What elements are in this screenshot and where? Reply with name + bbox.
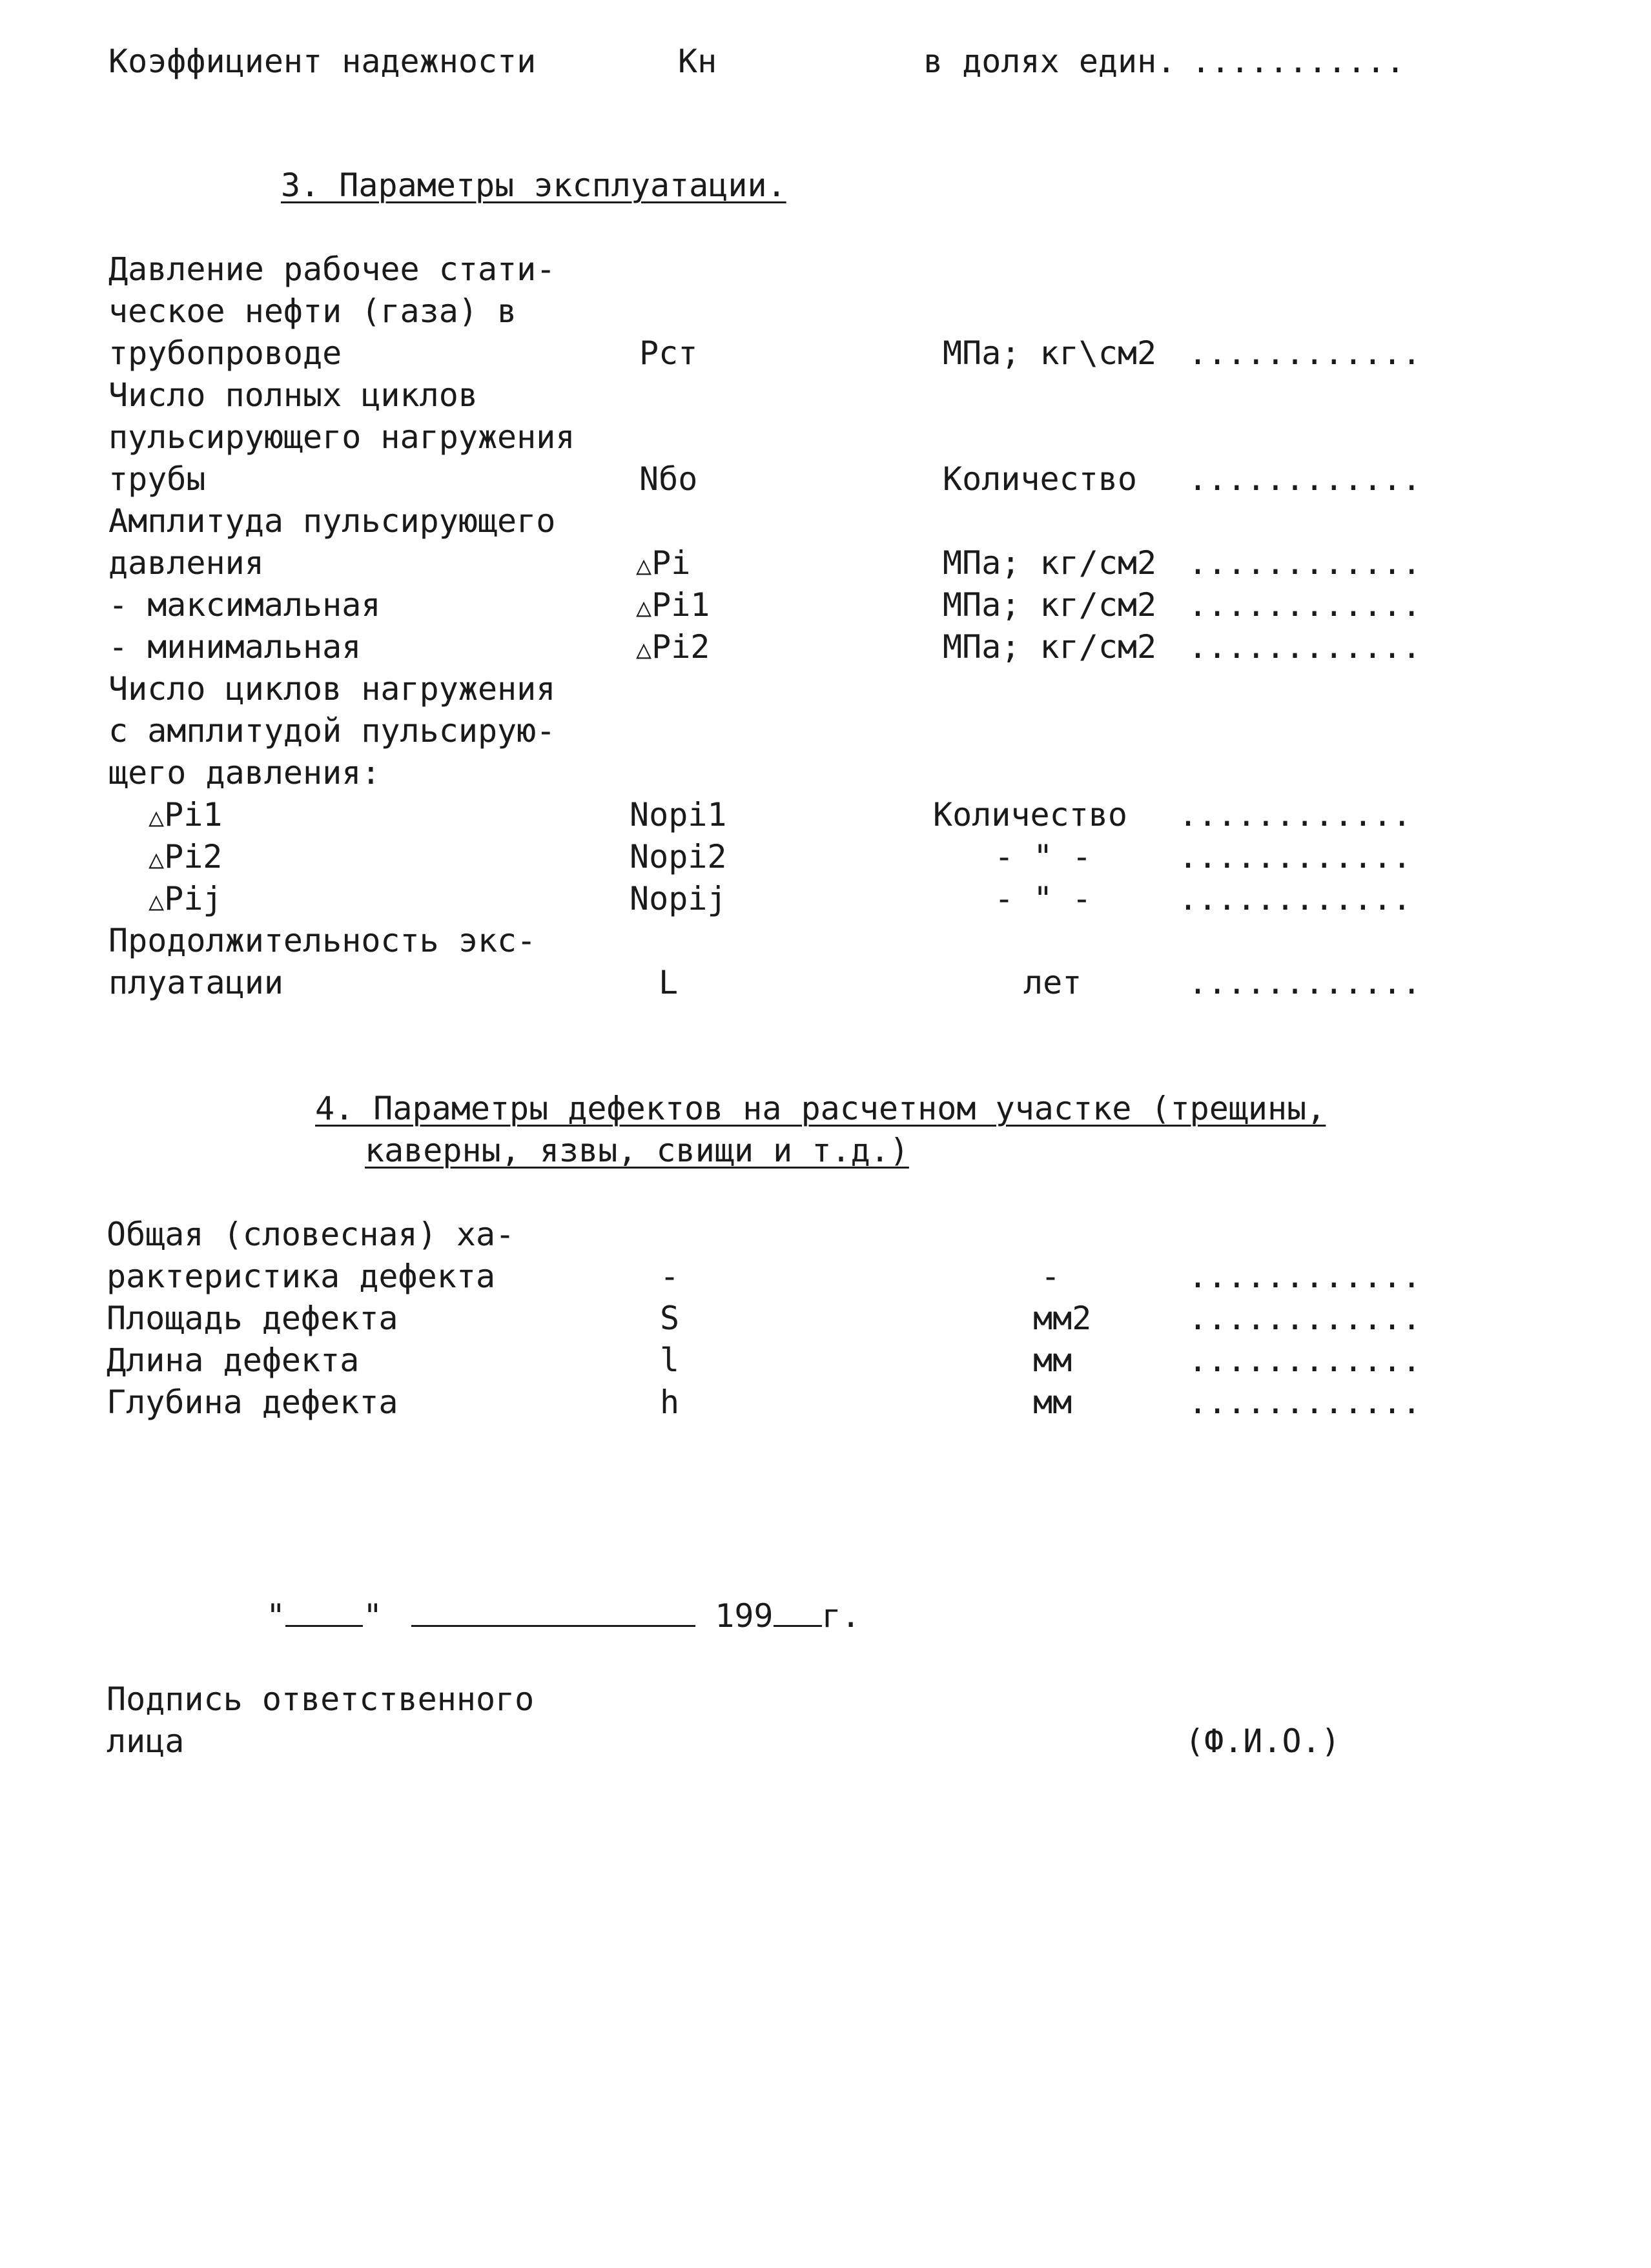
amplitude-unit: МПа; кг/см2: [943, 544, 1157, 582]
full-cycles-dots: ............: [1188, 460, 1422, 498]
quote-close: ": [363, 1597, 383, 1635]
defect-depth-symbol: h: [660, 1384, 680, 1421]
cycles-label-line-3: щего давления:: [108, 754, 381, 792]
pressure-unit: МПа; кг\см2: [943, 334, 1157, 372]
cycles-label-line-2: с амплитудой пульсирую-: [108, 712, 556, 750]
defect-length-symbol: l: [660, 1342, 680, 1379]
defect-description-unit: -: [1041, 1258, 1061, 1295]
cycles-pi1-label: △Pi1: [149, 796, 223, 833]
cycles-pi1-unit: Количество: [933, 796, 1128, 833]
day-blank[interactable]: [285, 1625, 363, 1627]
full-cycles-label-line-3: трубы: [108, 460, 206, 498]
full-name-placeholder: (Ф.И.О.): [1185, 1722, 1340, 1760]
amplitude-symbol: △Pi: [636, 544, 691, 582]
duration-label-line-2: плуатации: [108, 964, 283, 1001]
defect-description-label-line-1: Общая (словесная) ха-: [107, 1216, 515, 1253]
cycles-pij-label: △Pij: [149, 880, 223, 917]
cycles-pi2-symbol: Nорi2: [630, 838, 727, 875]
min-symbol: △Pi2: [636, 628, 710, 666]
cycles-pi1-dots: ............: [1178, 796, 1412, 833]
pressure-label-line-3: трубопроводе: [108, 334, 342, 372]
defect-area-dots: ............: [1188, 1300, 1422, 1337]
max-unit: МПа; кг/см2: [943, 586, 1157, 624]
pressure-symbol: Рст: [639, 334, 698, 372]
amplitude-dots: ............: [1188, 544, 1422, 582]
signature-label-line-2: лица: [107, 1722, 185, 1760]
cycles-pi2-label: △Pi2: [149, 838, 223, 875]
section-4-title-line-1: 4. Параметры дефектов на расчетном участке (трещины,: [315, 1090, 1326, 1127]
full-cycles-unit: Количество: [943, 460, 1138, 498]
defect-description-label-line-2: рактеристика дефекта: [107, 1258, 496, 1295]
defect-length-dots: ............: [1188, 1342, 1422, 1379]
duration-label-line-1: Продолжительность экс-: [108, 922, 537, 959]
min-dots: ............: [1188, 628, 1422, 666]
year-blank[interactable]: [774, 1625, 822, 1627]
duration-dots: ............: [1188, 964, 1422, 1001]
cycles-pi2-dots: ............: [1178, 838, 1412, 875]
reliability-coefficient-dots: ...........: [1191, 43, 1406, 80]
pressure-label-line-2: ческое нефти (газа) в: [108, 292, 517, 330]
delta-icon: △: [636, 593, 652, 622]
full-cycles-label-line-2: пульсирующего нагружения: [108, 418, 575, 456]
defect-depth-label: Глубина дефекта: [107, 1384, 398, 1421]
reliability-coefficient-symbol: Кн: [678, 43, 717, 80]
full-cycles-symbol: Nбо: [639, 460, 698, 498]
defect-area-unit: мм2: [1033, 1300, 1092, 1337]
delta-icon: △: [149, 886, 165, 916]
defect-area-symbol: S: [660, 1300, 680, 1337]
pressure-label-line-1: Давление рабочее стати-: [108, 250, 556, 288]
defect-depth-unit: мм: [1033, 1384, 1072, 1421]
year-prefix: 199: [715, 1597, 774, 1635]
cycles-pi2-unit: - " -: [994, 838, 1092, 875]
cycles-pi1-symbol: Nорi1: [630, 796, 727, 833]
cycles-pij-symbol: Nорij: [630, 880, 727, 917]
duration-symbol: L: [659, 964, 679, 1001]
min-unit: МПа; кг/см2: [943, 628, 1157, 666]
signature-label-line-1: Подпись ответственного: [107, 1681, 535, 1718]
max-symbol: △Pi1: [636, 586, 710, 624]
defect-depth-dots: ............: [1188, 1384, 1422, 1421]
delta-icon: △: [149, 844, 165, 874]
year-suffix: г.: [821, 1597, 861, 1635]
quote-open: ": [266, 1597, 286, 1635]
defect-area-label: Площадь дефекта: [107, 1300, 398, 1337]
delta-icon: △: [149, 802, 165, 832]
max-dots: ............: [1188, 586, 1422, 624]
reliability-coefficient-unit: в долях един.: [923, 43, 1176, 80]
full-cycles-label-line-1: Число полных циклов: [108, 376, 478, 414]
defect-length-unit: мм: [1033, 1342, 1072, 1379]
cycles-label-line-1: Число циклов нагружения: [108, 670, 556, 708]
delta-icon: △: [636, 635, 652, 664]
section-3-title: 3. Параметры эксплуатации.: [281, 167, 786, 204]
defect-description-symbol: -: [660, 1258, 680, 1295]
amplitude-label-line-2: давления: [108, 544, 264, 582]
duration-unit: лет: [1023, 964, 1082, 1001]
reliability-coefficient-label: Коэффициент надежности: [108, 43, 537, 80]
amplitude-label-line-1: Амплитуда пульсирующего: [108, 502, 556, 540]
month-blank[interactable]: [411, 1625, 695, 1627]
pressure-dots: ............: [1188, 334, 1422, 372]
defect-length-label: Длина дефекта: [107, 1342, 360, 1379]
min-label: - минимальная: [108, 628, 362, 666]
cycles-pij-dots: ............: [1178, 880, 1412, 917]
date-line: [266, 1597, 861, 1635]
delta-icon: △: [636, 551, 652, 580]
max-label: - максимальная: [108, 586, 381, 624]
section-4-title-line-2: каверны, язвы, свищи и т.д.): [365, 1132, 909, 1169]
defect-description-dots: ............: [1188, 1258, 1422, 1295]
cycles-pij-unit: - " -: [994, 880, 1092, 917]
